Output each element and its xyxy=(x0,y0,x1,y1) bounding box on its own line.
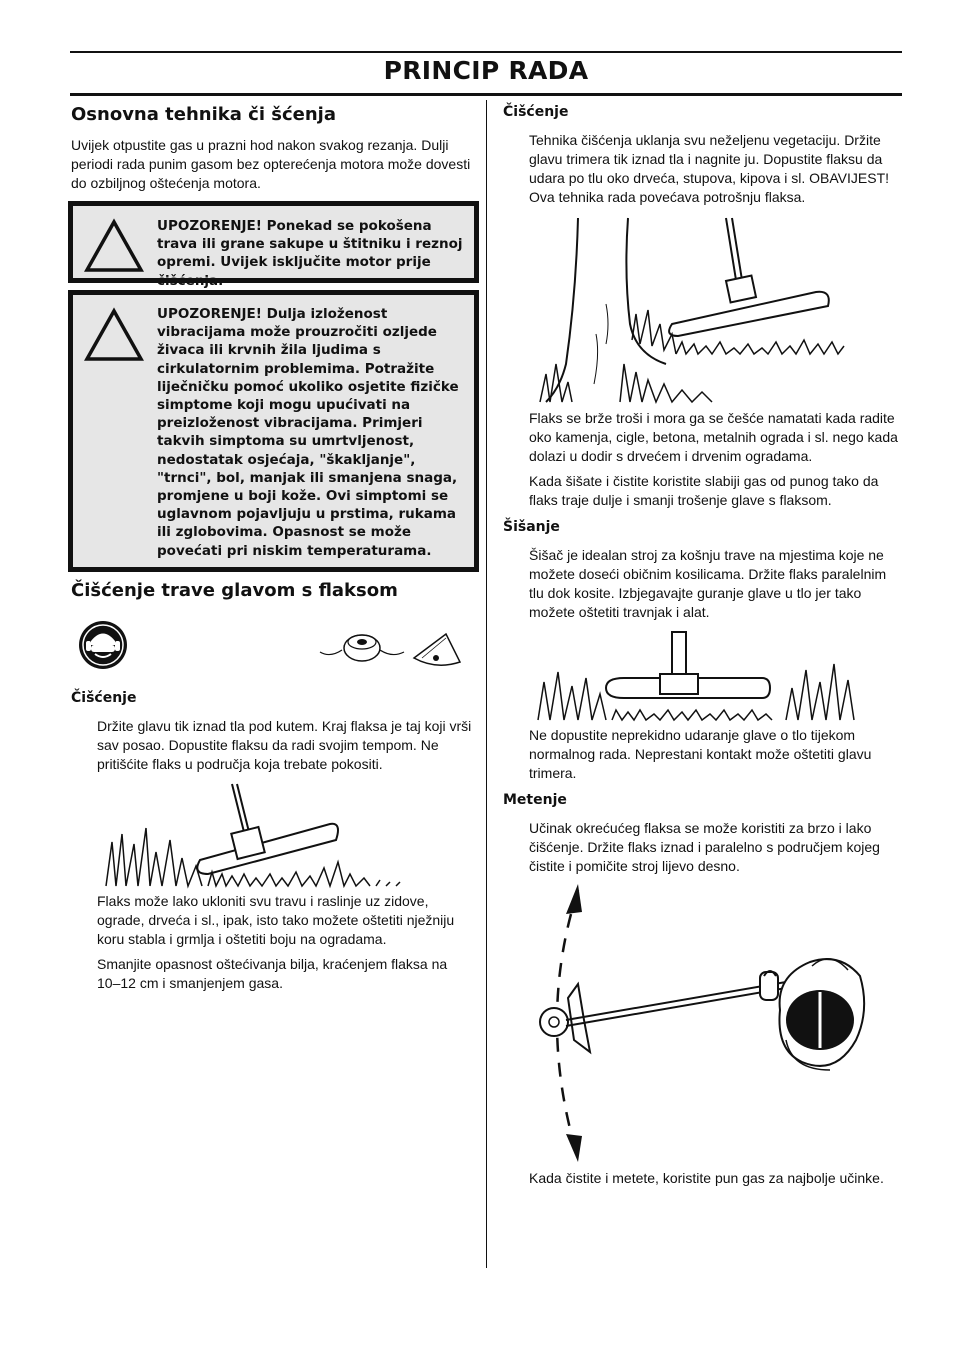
clearing-right-text-2: Flaks se brže troši i mora ga se češće namatati kada radite oko kamenja, cigle, betona, metalnih ograda i sl. nego kada dolazi u dodir s drvećem i drvenim ogradama. xyxy=(529,410,898,464)
clearing-right-text-1: Tehnika čišćenja uklanja svu neželjenu vegetaciju. Držite glavu trimera tik iznad tla i nagnite ju. Dopustite flaksu da udara po tlu oko drveća, stupova, kipova i sl. OBAVIJEST! Ova tehnika rada povećava potrošnju flaksa. xyxy=(529,132,890,205)
clearing-text-1: Držite glavu tik iznad tla pod kutem. Kraj flaksa je taj koji vrši sav posao. Dopustite flaksu da radi svojim tempom. Ne pritišćite flaks u područja koja trebate pokositi. xyxy=(97,718,472,772)
sweeping-illustration xyxy=(530,880,870,1164)
protective-gear-icon xyxy=(78,620,128,670)
warning-text-debris: UPOZORENJE! Ponekad se pokošena trava ili grane sakupe u štitniku i reznoj opremi. Uvijek isključite motor prije čišćenja. xyxy=(157,218,463,289)
tree-trimming-illustration xyxy=(536,214,848,404)
sweeping-text-1: Učinak okrećućeg flaksa se može koristiti za brzo i lako čišćenje. Držite flaks iznad i paralelno s područjem kojeg čistite i pomičite stroj lijevo desno. xyxy=(529,820,880,874)
sub-heading-mowing: Šišanje xyxy=(503,519,560,535)
mowing-text-1: Šišač je idealan stroj za košnju trave na mjestima koje ne možete doseći običnim kosilicama. Držite flaks paralelnim tlu dok kosite. Izbjegavajte guranje glave u tlo jer tako možete oštetiti travnjak i alat. xyxy=(529,547,887,620)
warning-text-vibration: UPOZORENJE! Dulja izloženost vibracijama može prouzročiti ozljede živaca ili krvnih žila ljudima s cirkulatornim problemima. Potražite liječničku pomoć ukoliko osjetite fizičke simptome koji mogu upućivati na preizloženost vibracijama. Primjeri takvih simptoma su umrtvljenost, nedostatak osjećaja, "škakljanje", "trnci", bol, manjak ili smanjena snaga, promjene u boji kože. Ovi simptomi se uglavnom pojavljuju u prstima, rukama ili zglobovima. Opasnost se može povećati pri niskim temperaturama. xyxy=(157,306,459,559)
clearing-text-2: Flaks može lako ukloniti svu travu i raslinje uz zidove, ograde, drveća i sl., ipak, isto tako možete oštetiti nježniju koru stabla i grmlja i oštetiti boju na ogradama. xyxy=(97,893,455,947)
section-heading-basic-cleaning: Osnovna tehnika či šćenja xyxy=(71,104,336,125)
clearing-right-text-3: Kada šišate i čistite koristite slabiji gas od punog tako da flaks traje dulje i smanji trošenje glave s flaksom. xyxy=(529,473,879,508)
page-title: PRINCIP RADA xyxy=(383,56,589,85)
trimmer-head-and-guard-icon xyxy=(318,628,464,672)
warning-triangle-icon xyxy=(83,218,145,274)
mowing-text-2: Ne dopustite neprekidno udaranje glave o tlo tijekom normalnog rada. Neprestani kontakt može oštetiti glavu trimera. xyxy=(529,727,872,781)
warning-box-vibration xyxy=(68,290,479,572)
top-rule xyxy=(70,51,902,53)
sub-heading-clearing: Čišćenje xyxy=(71,690,137,706)
column-divider xyxy=(486,100,487,1268)
mowing-parallel-illustration xyxy=(536,630,860,722)
warning-triangle-icon xyxy=(83,307,145,363)
basic-cleaning-text: Uvijek otpustite gas u prazni hod nakon svakog rezanja. Dulji periodi rada punim gasom bez opterećenja motora može dovesti do ozbiljnog oštećenja motora. xyxy=(71,137,471,191)
sweeping-text-2: Kada čistite i metete, koristite pun gas za najbolje učinke. xyxy=(529,1170,884,1186)
section-heading-trimmer-head: Čišćenje trave glavom s flaksom xyxy=(71,580,398,601)
trimmer-angled-illustration xyxy=(104,782,404,888)
warning-box-debris xyxy=(68,201,479,289)
sub-heading-clearing-right: Čišćenje xyxy=(503,104,569,120)
title-underline xyxy=(70,93,902,96)
sub-heading-sweeping: Metenje xyxy=(503,792,567,808)
clearing-text-3: Smanjite opasnost oštećivanja bilja, kraćenjem flaksa na 10–12 cm i smanjenjem gasa. xyxy=(97,956,448,991)
